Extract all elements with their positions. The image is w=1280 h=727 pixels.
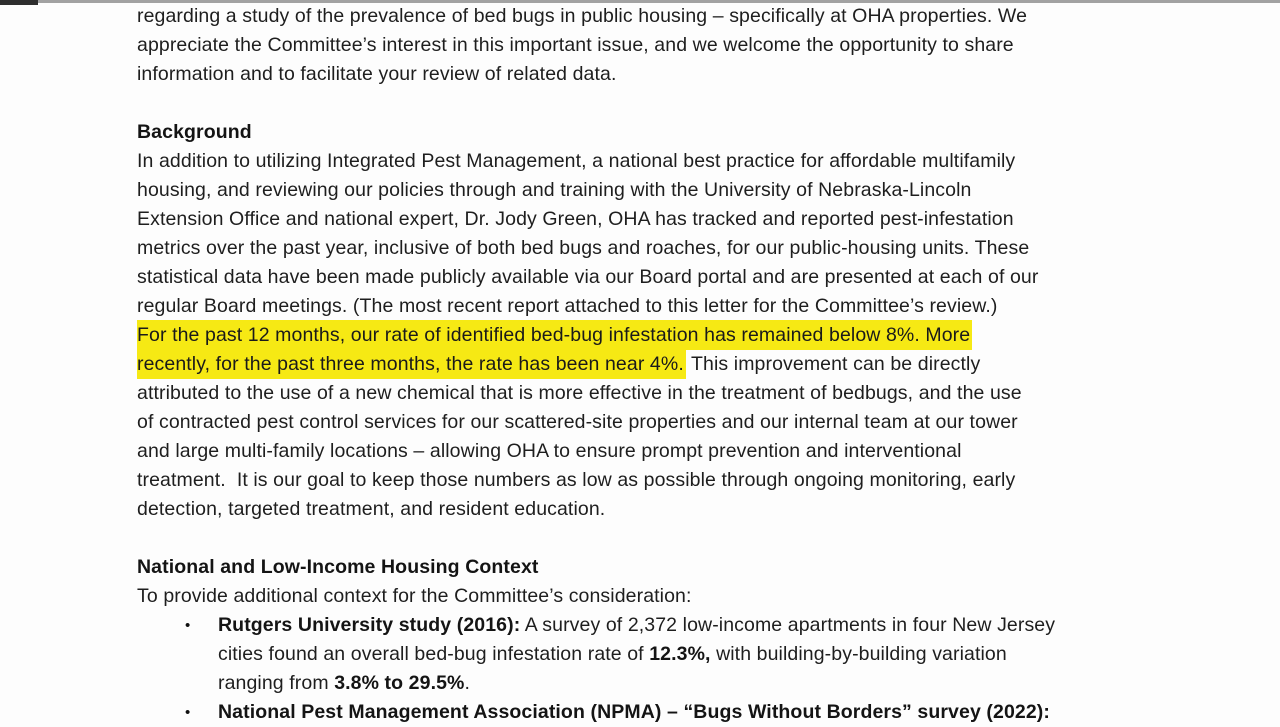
bold-run: Rutgers University study (2016): [218,614,521,636]
text-line: statistical data have been made publicly available via our Board portal and are presented at each of our [137,266,1039,288]
text-line: information and to facilitate your review of related data. [137,63,617,85]
bullet-item-rutgers [137,611,1147,698]
text-run: cities found an overall bed-bug infestation rate of [218,643,650,665]
intro-paragraph [137,2,1147,89]
text-line: treatment. It is our goal to keep those numbers as low as possible through ongoing monitoring, early [137,469,1016,491]
bullet-text [218,698,1147,727]
text-line: housing, and reviewing our policies through and training with the University of Nebraska-Lincoln [137,179,972,201]
text-line: appreciate the Committee’s interest in this important issue, and we welcome the opportunity to share [137,34,1014,56]
context-heading: National and Low-Income Housing Context [137,556,539,578]
bullet-marker: • [185,704,191,721]
text-line: and large multi-family locations – allowing OHA to ensure prompt prevention and interventional [137,440,962,462]
text-run: ranging from [218,672,335,694]
bold-run: National Pest Management Association (NPMA) – “Bugs Without Borders” survey (2022): [218,701,1050,723]
text-run: . [464,672,470,694]
document-page [137,2,1147,727]
text-line: attributed to the use of a new chemical that is more effective in the treatment of bedbugs, and the use [137,382,1022,404]
context-intro [137,582,1147,611]
highlighted-text-line [137,350,1147,379]
text-line [218,698,1147,727]
bullet-text [218,611,1147,698]
text-line: Extension Office and national expert, Dr. Jody Green, OHA has tracked and reported pest-infestation [137,208,1014,230]
yellow-highlight: recently, for the past three months, the rate has been near 4%. [137,349,686,379]
text-run: with building-by-building variation [710,643,1007,665]
bold-run: 12.3%, [649,643,711,665]
text-line [218,611,1147,640]
text-line: In addition to utilizing Integrated Pest Management, a national best practice for affordable multifamily [137,150,1016,172]
yellow-highlight: For the past 12 months, our rate of identified bed-bug infestation has remained below 8%. More [137,320,972,350]
text-line: To provide additional context for the Committee’s consideration: [137,585,692,607]
background-paragraph [137,147,1147,524]
bullet-item-npma [137,698,1147,727]
text-line [218,640,1147,669]
text-line: regular Board meetings. (The most recent report attached to this letter for the Committee’s review.) [137,295,998,317]
background-heading: Background [137,121,252,143]
highlighted-text-line [137,321,1147,350]
text-line: regarding a study of the prevalence of bed bugs in public housing – specifically at OHA properties. We [137,5,1028,27]
text-line: of contracted pest control services for our scattered-site properties and our internal team at our tower [137,411,1018,433]
text-run: This improvement can be directly [685,353,981,375]
text-run: A survey of 2,372 low-income apartments in four New Jersey [520,614,1056,636]
bullet-marker: • [185,617,191,634]
scan-edge-artifact-dark [0,0,38,5]
text-line: metrics over the past year, inclusive of both bed bugs and roaches, for our public-housing units. These [137,237,1030,259]
bold-run: 3.8% to 29.5% [334,672,465,694]
text-line [218,669,1147,698]
text-line: detection, targeted treatment, and resident education. [137,498,606,520]
